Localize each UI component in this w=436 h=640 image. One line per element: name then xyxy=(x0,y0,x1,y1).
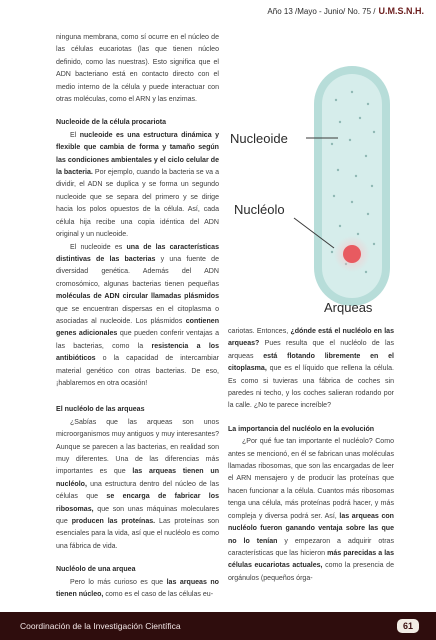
left-column xyxy=(56,32,219,601)
archaea-figure xyxy=(228,30,398,320)
paragraph: ¿Sabías que las arqueas son unos microorganismos muy antiguos y muy interesantes? Aunque se parecen a las bacterias, en realidad son muy diferentes. Una de las diferencias más importantes es que las arqueas tienen un nucléolo, una estructura dentro del núcleo de las células que se encarga de fabricar los ribosomas, que son unas máquinas moleculares que producen las proteínas. Las proteínas son esenciales para la vida, así que el nucléolo es como una fábrica de vida. xyxy=(56,418,220,550)
right-column xyxy=(228,326,394,585)
archaea-cell-diagram xyxy=(228,30,398,320)
section-heading: Nucleoide de la célula procariota xyxy=(56,119,167,127)
figure-caption: Arqueas xyxy=(324,300,373,315)
paragraph: ¿Por qué fue tan importante el nucléolo? Como antes se mencionó, en él se fabrican unas moléculas llamadas ribosomas, que son las encargadas de leer el ARN mensajero y de producir las proteínas que hacen funcionar a la célula. Cuantos más ribosomas tenga una célula, más proteínas podrá hacer, y más compleja y diversa podrá ser. Así, las arqueas con nucléolo fueron ganando ventaja sobre las que no lo tenían y empezaron a adquirir otras características que las hicieron más parecidas a las células eucariotas actuales, como la presencia de orgánulos (pequeños órga- xyxy=(228,438,395,582)
nucleolus-dot xyxy=(343,245,361,263)
paragraph: ninguna membrana, como sí ocurre en el núcleo de las células eucariotas (las que tienen núcleo definido, como las nuestras). Esto significa que el ADN bacteriano está en contacto directo con el medio interno de la célula y puede interactuar con otras moléculas, como el ARN y las enzimas. xyxy=(56,34,219,104)
page-footer xyxy=(0,612,436,640)
nucleoide-label: Nucleoide xyxy=(230,131,288,146)
paragraph: cariotas. Entonces, ¿dónde está el nucléolo en las arqueas? Pues resulta que el nucléolo de las arqueas está flotando libremente en el citoplasma, que es el líquido que rellena la célula. Es como si tuvieras una fábrica de coches sin paredes ni techo, y los coches salieran rodando por la calle. ¿No te parece increíble? xyxy=(228,328,394,410)
section-heading: El nucléolo de las arqueas xyxy=(56,406,145,414)
paragraph: El nucleoide es una de las características distintivas de las bacterias y una fuente de diversidad genética. Además del ADN cromosómico, algunas bacterias tienen pequeñas moléculas de ADN circular llamadas plásmidos que se encuentran dispersas en el citoplasma o asociadas al nucleoide. Los plásmidos contienen genes adicionales que pueden conferir ventajas a las bacterias, como la resistencia a los antibióticos o la capacidad de intercambiar material genético con otras bacterias. De eso, ¡hablaremos en otra ocasión! xyxy=(56,243,220,387)
footer-text: Coordinación de la Investigación Científica xyxy=(20,621,181,631)
section-heading: Nucléolo de una arquea xyxy=(56,566,136,574)
paragraph: Pero lo más curioso es que las arqueas no tienen núcleo, como es el caso de las células eu- xyxy=(56,578,219,599)
section-heading: La importancia del nucléolo en la evolución xyxy=(228,425,375,433)
paragraph: El nucleoide es una estructura dinámica y flexible que cambia de forma y tamaño según las condiciones ambientales y el ciclo celular de la bacteria. Por ejemplo, cuando la bacteria se va a dividir, el ADN se duplica y se forma un segundo nucleoide que se separa del primero y se dirige hacia los polos opuestos de la célula. Así, cada célula hija recibe una copia idéntica del ADN original y un nucleoide. xyxy=(56,131,219,239)
nucleolo-label: Nucléolo xyxy=(234,202,285,217)
issue-header xyxy=(267,6,424,16)
page-number: 61 xyxy=(397,619,419,633)
issue-info: Año 13 /Mayo - Junio/ No. 75 / xyxy=(267,7,376,16)
institution-name: U.M.S.N.H. xyxy=(378,6,424,16)
